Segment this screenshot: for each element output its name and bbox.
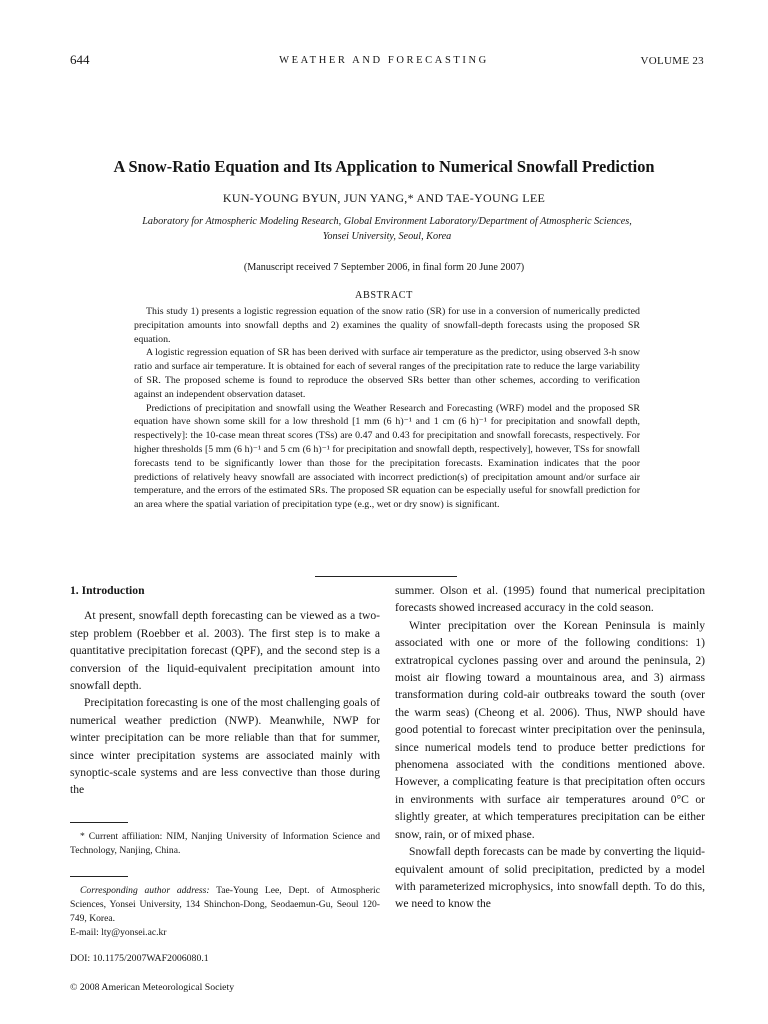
corresponding-address bbox=[70, 884, 380, 926]
section-divider bbox=[315, 576, 457, 577]
abstract-body bbox=[134, 305, 640, 512]
abstract-paragraph: This study 1) presents a logistic regression equation of the snow ratio (SR) for use in a conversion of numerically predicted precipitation amounts into snowfall depths and 2) examines the quality of snowfall-depth forecasts using the proposed SR equation. bbox=[134, 306, 640, 345]
volume-label: VOLUME 23 bbox=[640, 55, 704, 67]
author-list: KUN-YOUNG BYUN, JUN YANG,* AND TAE-YOUNG LEE bbox=[222, 191, 546, 205]
body-paragraph: Precipitation forecasting is one of the most challenging goals of numerical weather prediction (NWP). Meanwhile, NWP for winter precipitation can be more reliable than that for summer, since winter precipitation systems are associated mainly with synoptic-scale systems and are less convective than those during the bbox=[70, 696, 380, 797]
affiliation-line: Yonsei University, Seoul, Korea bbox=[322, 231, 452, 242]
abstract-paragraph: Predictions of precipitation and snowfall using the Weather Research and Forecasting (WRF) model and the proposed SR equation have shown some skill for a low threshold [1 mm (6 h)⁻¹ and 1 cm (6 h)⁻¹ for precipitation and snowfall depth, respectively]: the 10-case mean threat scores (TSs) are 0.47 and 0.43 for precipitation and snowfall forecasts, respectively. For higher thresholds [5 mm (6 h)⁻¹ and 5 cm (6 h)⁻¹ for precipitation and snowfall depth, respectively], however, TSs for snowfall forecasts tend to be significantly lower than those for the precipitation forecasts. Examination indicates that the poor predictions of relatively heavy snowfall are associated with incorrect prediction(s) of precipitation amount and/or surface air temperature, and the errors of the estimated SRs. The proposed SR equation can be especially useful for snowfall prediction for an area where the spatial variation of precipitation type (e.g., wet or dry snow) is significant. bbox=[134, 402, 640, 511]
body-paragraph: Winter precipitation over the Korean Peninsula is mainly associated with one or more of the following conditions: 1) extratropical cyclones passing over and around the peninsula, 2) moist air flowing toward a mountainous area, and 3) airmass transformation during cold-air outbreaks toward the south (over the warm seas) (Cheong et al. 2006). Thus, NWP should have good potential to forecast winter precipitation over the peninsula, since numerical models tend to produce better predictions for phenomena associated with the conditions mentioned above. However, a complicating feature is that precipitation often occurs in environments with surface air temperatures around 0°C or slightly greater, at which temperatures precipitation can be either snow, rain, or of mixed phase. bbox=[395, 618, 705, 841]
affiliation-footnote bbox=[70, 830, 380, 858]
affiliation-line: Laboratory for Atmospheric Modeling Research, Global Environment Laboratory/Department of Atmospheric Sciences, bbox=[142, 216, 632, 227]
page-number: 644 bbox=[70, 52, 90, 67]
article-title: A Snow-Ratio Equation and Its Application to Numerical Snowfall Prediction bbox=[113, 157, 655, 176]
corresponding-text: Tae-Young Lee, Dept. of Atmospheric Sciences, Yonsei University, 134 Shinchon-Dong, Seodaemun-Gu, Seoul 120-749, Korea. bbox=[70, 885, 380, 924]
footnote-text: * Current affiliation: NIM, Nanjing University of Information Science and Technology, Nanjing, China. bbox=[70, 831, 380, 856]
body-paragraph: summer. Olson et al. (1995) found that numerical precipitation forecasts showed increased accuracy in the cold season. bbox=[395, 584, 705, 615]
body-paragraph: Snowfall depth forecasts can be made by converting the liquid-equivalent amount of solid precipitation, predicted by a model with parameterized microphysics, into snowfall depth. To do this, we need to know the bbox=[395, 845, 705, 911]
right-column bbox=[395, 582, 705, 913]
corresponding-footnote bbox=[70, 884, 380, 940]
doi: DOI: 10.1175/2007WAF2006080.1 bbox=[70, 953, 209, 964]
copyright: © 2008 American Meteorological Society bbox=[70, 982, 235, 993]
footnote-rule bbox=[70, 822, 128, 823]
manuscript-dates: (Manuscript received 7 September 2006, in final form 20 June 2007) bbox=[243, 262, 525, 273]
body-paragraph: At present, snowfall depth forecasting can be viewed as a two-step problem (Roebber et al. 2003). The first step is to make a quantitative precipitation forecast (QPF), and the second step is a conversion of the liquid-equivalent precipitation amount into snowfall depth. bbox=[70, 609, 380, 693]
left-column bbox=[70, 582, 380, 799]
footnote-rule bbox=[70, 876, 128, 877]
abstract-heading: ABSTRACT bbox=[354, 290, 413, 301]
affiliation bbox=[100, 214, 674, 244]
corresponding-label: Corresponding author address: bbox=[80, 885, 210, 896]
email-address: E-mail: lty@yonsei.ac.kr bbox=[70, 927, 167, 938]
abstract-paragraph: A logistic regression equation of SR has been derived with surface air temperature as the predictor, using observed 3-h snow ratio and surface air temperature. It is obtained for each of several ranges of the precipitation rate to reduce the large variability of SR. The proposed scheme is found to reproduce the observed SRs better than other schemes, according to verification against an independent observation dataset. bbox=[134, 347, 640, 400]
section-heading: 1. Introduction bbox=[70, 584, 145, 597]
journal-name: WEATHER AND FORECASTING bbox=[279, 55, 489, 66]
